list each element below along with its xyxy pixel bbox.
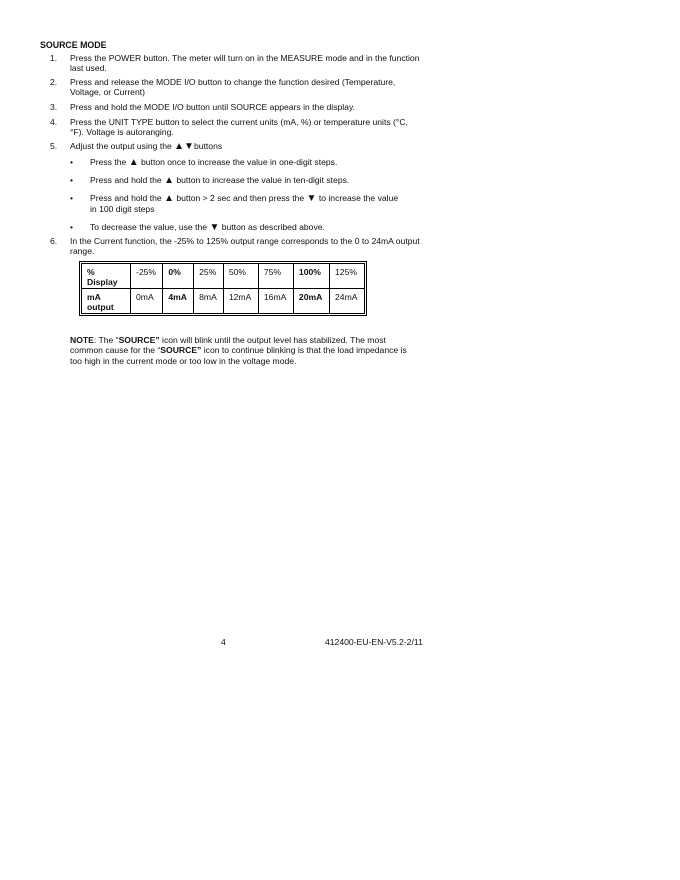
table-header-cell: mA output <box>82 289 131 313</box>
output-range-table <box>79 261 367 316</box>
bullet-icon: • <box>70 193 74 203</box>
bullet-text: To decrease the value, use the ▼ button as described above. <box>90 222 325 233</box>
source-term: SOURCE” <box>160 345 202 356</box>
bullet-icon: • <box>70 157 74 167</box>
table-cell: 24mA <box>335 291 358 302</box>
table-cell: 8mA <box>194 289 224 313</box>
table-cell: 12mA <box>224 289 259 313</box>
table-row <box>82 289 364 313</box>
table-cell: 0mA <box>131 289 163 313</box>
bullet-icon: • <box>70 175 74 185</box>
bullet-text: Press and hold the ▲ button > 2 sec and then press the ▼ to increase the value in 100 digit steps <box>90 193 399 215</box>
step-text: Press and hold the MODE I/O button until SOURCE appears in the display. <box>70 102 356 112</box>
table-header-cell: % Display <box>82 264 131 289</box>
up-arrow-icon: ▲ <box>128 157 139 168</box>
table-cell: 0% <box>163 264 194 289</box>
step-number: 3. <box>50 102 58 112</box>
source-term: SOURCE” <box>118 335 160 345</box>
step-number: 4. <box>50 117 58 127</box>
table-cell: 4mA <box>163 289 194 313</box>
table-row <box>82 264 364 289</box>
up-arrow-icon: ▲ <box>164 193 174 204</box>
table-cell: 50% <box>224 264 259 289</box>
bullet-icon: • <box>70 222 74 232</box>
table-cell: 25% <box>194 264 224 289</box>
step-text: In the Current function, the -25% to 125% output range corresponds to the 0 to 24mA output range. <box>70 236 420 257</box>
note-paragraph: NOTE: The “SOURCE” icon will blink until the output level has stabilized. The most common cause for the “SOURCE” icon to continue blinking is that the load impedance is too high in the current mode or too low in the voltage mode. <box>70 335 407 366</box>
down-arrow-icon: ▼ <box>209 222 220 233</box>
page-number: 4 <box>221 637 226 647</box>
table-cell: 100% <box>294 264 330 289</box>
down-arrow-icon: ▼ <box>306 193 317 204</box>
bullet-text: Press and hold the ▲ button to increase the value in ten-digit steps. <box>90 175 350 186</box>
step-number: 6. <box>50 236 58 246</box>
step-text: Adjust the output using the ▲▼buttons <box>70 141 223 152</box>
bullet-text: Press the ▲ button once to increase the value in one-digit steps. <box>90 157 338 168</box>
up-arrow-icon: ▲ <box>164 175 174 186</box>
table-cell: 125% <box>330 264 364 289</box>
document-id: 412400-EU-EN-V5.2-2/11 <box>325 637 423 647</box>
table-cell: 20mA <box>294 289 330 313</box>
step-number: 5. <box>50 141 58 151</box>
up-down-arrow-icon: ▲▼ <box>174 141 194 152</box>
step-text: Press the UNIT TYPE button to select the current units (mA, %) or temperature units (°C, °F). Voltage is autoranging. <box>70 117 408 138</box>
table-cell: 16mA <box>259 289 294 313</box>
step-number: 1. <box>50 53 58 63</box>
section-heading: SOURCE MODE <box>40 40 107 50</box>
step-text: Press and release the MODE I/O button to change the function desired (Temperature, Voltage, or Current) <box>70 77 396 98</box>
note-label: NOTE <box>70 335 94 345</box>
table-cell: -25% <box>131 264 163 289</box>
step-text: Press the POWER button. The meter will turn on in the MEASURE mode and in the function last used. <box>70 53 420 74</box>
table-cell: 75% <box>259 264 294 289</box>
step-number: 2. <box>50 77 58 87</box>
